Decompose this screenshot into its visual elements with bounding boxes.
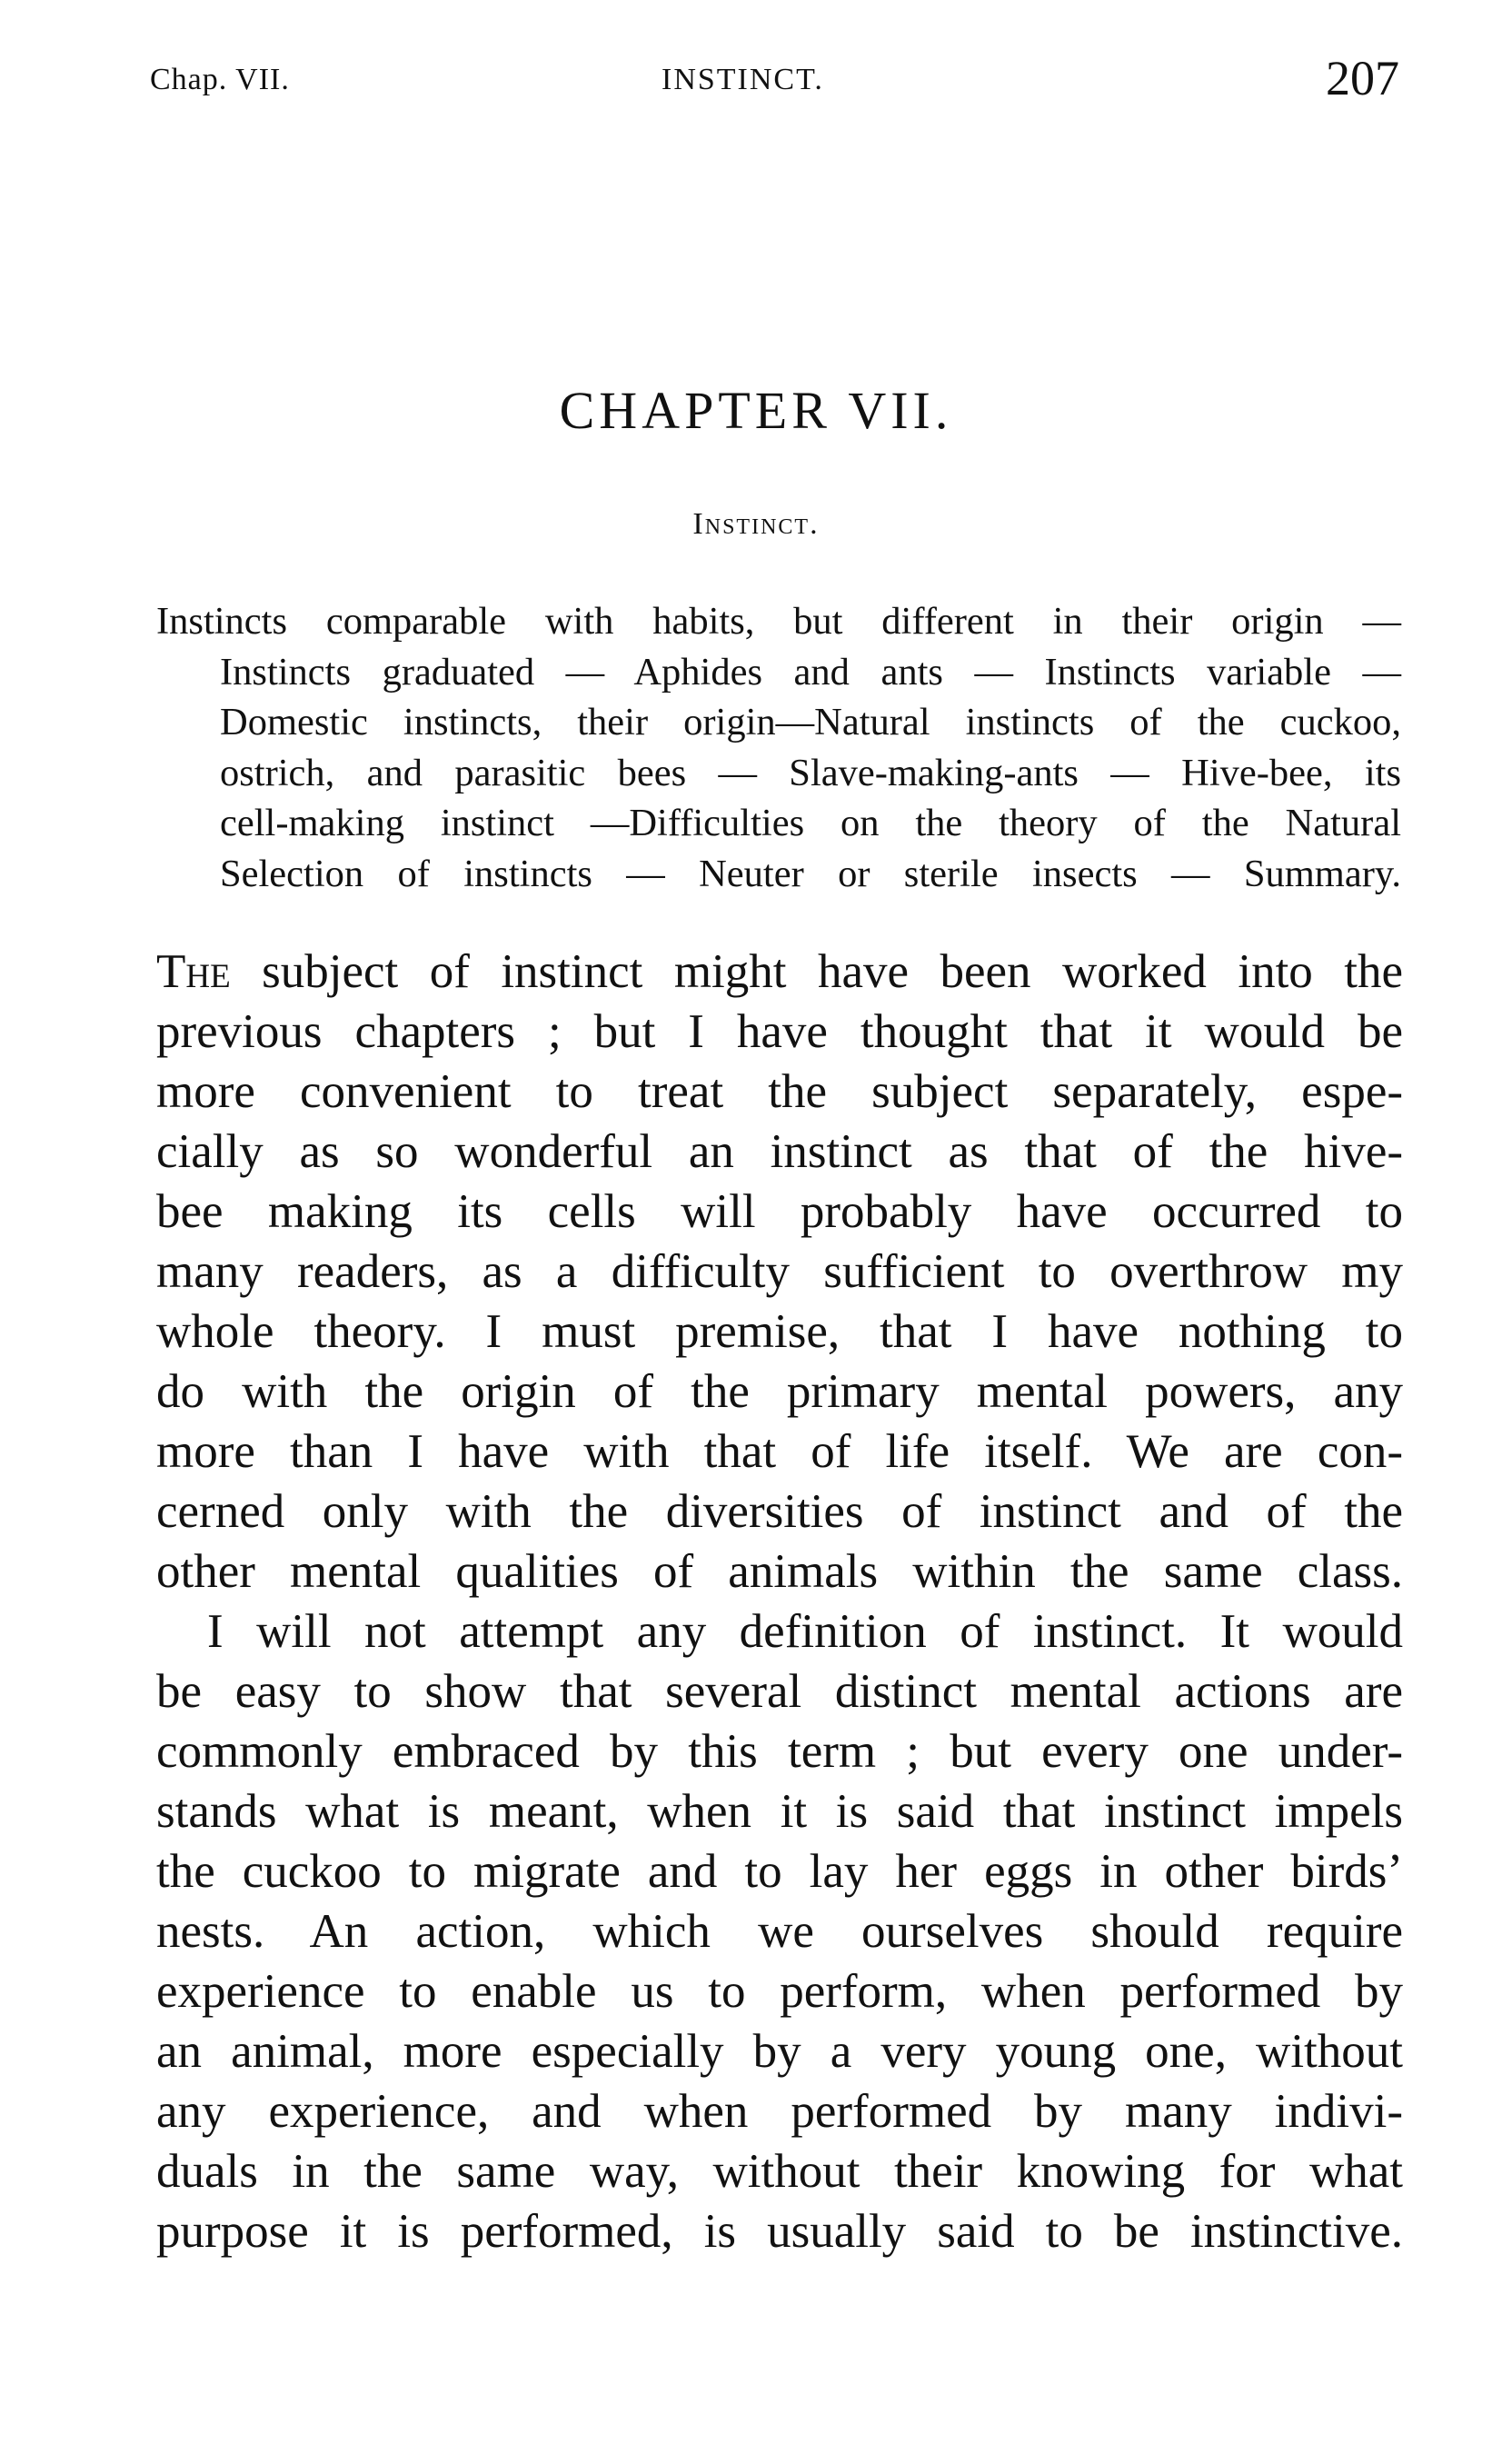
running-head: [150, 50, 1399, 105]
chapter-summary: [156, 596, 1401, 899]
paragraph-1-line: other mental qualities of animals within the same class.: [156, 1545, 1403, 1598]
paragraph-2-line: commonly embraced by this term ; but every one under-: [156, 1725, 1403, 1778]
paragraph-1-line: [156, 942, 1403, 1002]
paragraph-1-line: whole theory. I must premise, that I have nothing to: [156, 1305, 1403, 1358]
paragraph-1-line: many readers, as a difficulty sufficient to overthrow my: [156, 1245, 1403, 1298]
paragraph-2-line: nests. An action, which we ourselves should require: [156, 1905, 1403, 1958]
summary-line: Domestic instincts, their origin—Natural instincts of the cuckoo,: [220, 701, 1401, 743]
paragraph-1-line: more convenient to treat the subject separately, espe-: [156, 1065, 1403, 1118]
paragraph-1-line: cerned only with the diversities of instinct and of the: [156, 1485, 1403, 1538]
summary-line: Selection of instincts — Neuter or sterile insects — Summary.: [220, 852, 1401, 895]
paragraph-1-lead: The: [156, 945, 231, 998]
running-head-chapter: Chap. VII.: [150, 63, 290, 96]
paragraph-2-line: an animal, more especially by a very young one, without: [156, 2025, 1403, 2078]
chapter-title: CHAPTER VII.: [559, 381, 953, 440]
paragraph-1-line: bee making its cells will probably have occurred to: [156, 1185, 1403, 1238]
summary-line: Instincts comparable with habits, but different in their origin —: [156, 600, 1401, 643]
summary-line: ostrich, and parasitic bees — Slave-making-ants — Hive-bee, its: [220, 751, 1401, 794]
paragraph-2-line: experience to enable us to perform, when performed by: [156, 1965, 1403, 2018]
paragraph-1-line: cially as so wonderful an instinct as that of the hive-: [156, 1125, 1403, 1178]
paragraph-2-line: the cuckoo to migrate and to lay her eggs in other birds’: [156, 1845, 1403, 1898]
paragraph-1-line-text: subject of instinct might have been worked into the: [262, 945, 1403, 998]
paragraph-2-line: any experience, and when performed by many indivi-: [156, 2085, 1403, 2138]
paragraph-1-line: do with the origin of the primary mental powers, any: [156, 1365, 1403, 1418]
paragraph-2-line: duals in the same way, without their knowing for what: [156, 2145, 1403, 2198]
summary-line: Instincts graduated — Aphides and ants — Instincts variable —: [220, 650, 1401, 694]
chapter-subtitle: Instinct.: [692, 507, 820, 541]
body-text: [156, 942, 1403, 2261]
paragraph-2-line: stands what is meant, when it is said that instinct impels: [156, 1785, 1403, 1838]
page-number: 207: [1326, 51, 1399, 105]
paragraph-1-line: previous chapters ; but I have thought that it would be: [156, 1005, 1403, 1058]
summary-line: cell-making instinct —Difficulties on the theory of the Natural: [220, 802, 1401, 844]
running-head-title: INSTINCT.: [662, 63, 824, 96]
paragraph-2-line: be easy to show that several distinct mental actions are: [156, 1665, 1403, 1718]
paragraph-1-line: more than I have with that of life itself. We are con-: [156, 1425, 1403, 1478]
paragraph-2-line: I will not attempt any definition of instinct. It would: [207, 1605, 1403, 1658]
paragraph-2-line: purpose it is performed, is usually said to be instinctive.: [156, 2205, 1403, 2258]
